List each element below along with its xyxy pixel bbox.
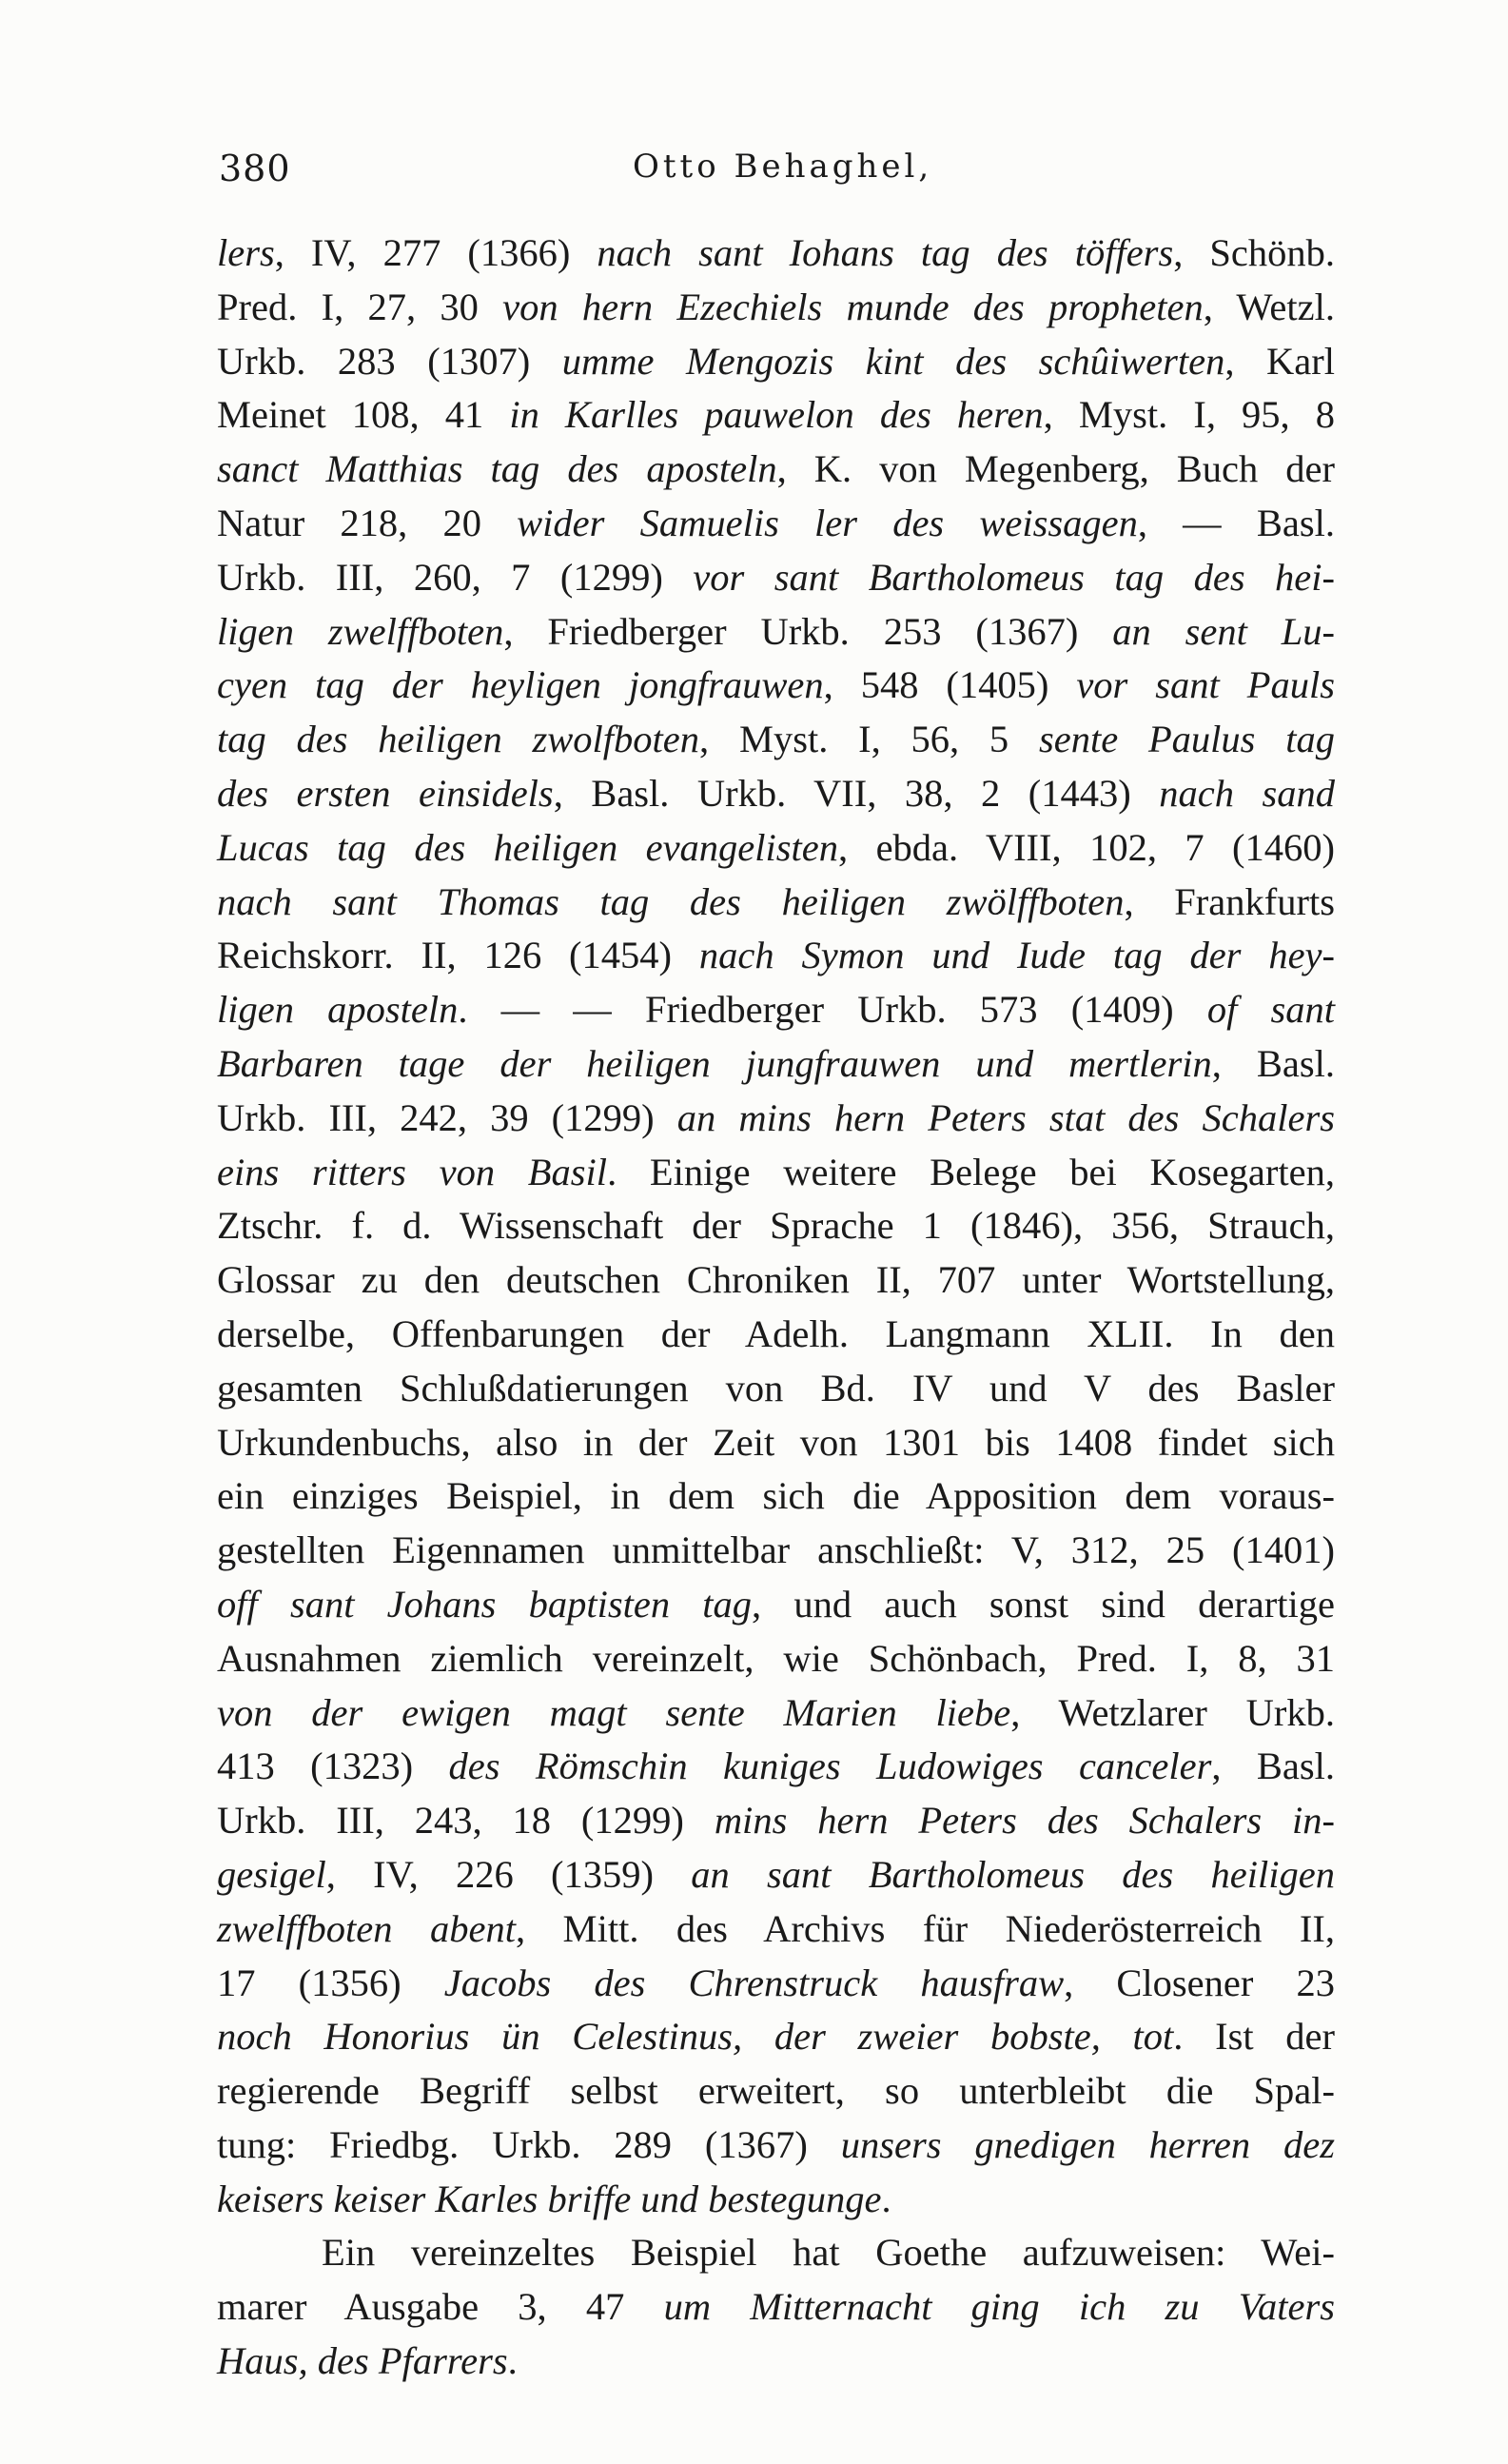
text-segment: , IV, 226 (1359) <box>325 1852 692 1896</box>
italic-citation: sente Paulus tag <box>1038 718 1335 761</box>
text-line <box>217 443 1335 497</box>
text-segment: . Einige weitere Belege bei Kosegarten, <box>607 1150 1335 1193</box>
text-line <box>217 605 1335 660</box>
italic-citation: an mins hern Peters stat des Schalers <box>676 1095 1335 1139</box>
text-line <box>217 1253 1335 1308</box>
text-line <box>217 551 1335 605</box>
text-segment: , Karl <box>1224 339 1335 383</box>
text-line <box>217 1469 1335 1524</box>
text-segment: Urkundenbuchs, also in der Zeit von 1301 bis 1408 findet sich <box>217 1420 1335 1464</box>
italic-citation: des ersten einsidels <box>217 771 554 815</box>
text-segment: 413 (1323) <box>217 1745 449 1788</box>
text-segment: , Frankfurts <box>1124 879 1335 923</box>
text-segment: regierende Begriff selbst erweitert, so unterbleibt die Spal- <box>217 2069 1335 2113</box>
italic-citation: Barbaren tage der heiligen jungfrauwen und mertlerin <box>217 1041 1212 1085</box>
text-line <box>217 2064 1335 2119</box>
text-segment: , Schönb. <box>1173 231 1335 274</box>
italic-citation: gesigel <box>217 1852 326 1896</box>
text-segment: Reichskorr. II, 126 (1454) <box>217 934 699 977</box>
text-line <box>217 2280 1335 2335</box>
italic-citation: in Karlles pauwelon des heren <box>509 393 1044 437</box>
text-segment: Ztschr. f. d. Wissenschaft der Sprache 1 (1846), 356, Strauch, <box>217 1204 1335 1248</box>
text-segment: tung: Friedbg. Urkb. 289 (1367) <box>217 2122 841 2166</box>
italic-citation: an sent Lu- <box>1112 609 1335 653</box>
italic-citation: nach Symon und Iude tag der hey- <box>698 934 1336 977</box>
text-segment: gestellten Eigennamen unmittelbar anschließt: V, 312, 25 (1401) <box>217 1528 1335 1572</box>
text-segment: . Ist der <box>1173 2015 1335 2059</box>
italic-citation: nach sant Iohans tag des töffers <box>597 231 1174 274</box>
text-line <box>217 2173 1335 2227</box>
italic-citation: Haus, des Pfarrers <box>217 2339 508 2383</box>
italic-citation: off sant Johans baptisten tag <box>217 1582 753 1626</box>
text-segment: , Myst. I, 95, 8 <box>1043 393 1335 437</box>
text-segment: Pred. I, 27, 30 <box>217 285 503 328</box>
text-segment: , Closener 23 <box>1064 1961 1335 2004</box>
text-line <box>217 713 1335 767</box>
text-segment: Urkb. III, 242, 39 (1299) <box>217 1095 677 1139</box>
italic-citation: nach sand <box>1159 771 1335 815</box>
italic-citation: unsers gnedigen herren dez <box>840 2122 1335 2166</box>
text-line <box>217 497 1335 551</box>
page-header <box>219 148 1332 195</box>
text-segment: ein einziges Beispiel, in dem sich die Apposition dem voraus- <box>217 1474 1335 1518</box>
italic-citation: von der ewigen magt sente Marien liebe <box>217 1690 1011 1734</box>
text-line <box>217 983 1335 1037</box>
text-segment: Natur 218, 20 <box>217 501 518 544</box>
italic-citation: wider Samuelis ler des weissagen <box>517 501 1138 544</box>
text-line <box>217 929 1335 983</box>
text-segment: , Wetzlarer Urkb. <box>1010 1690 1336 1734</box>
italic-citation: mins hern Peters des Schalers in- <box>714 1799 1335 1843</box>
text-line <box>217 659 1335 713</box>
italic-citation: nach sant Thomas tag des heiligen zwölffboten <box>217 879 1125 923</box>
text-line <box>217 1362 1335 1416</box>
text-segment: . <box>881 2177 891 2220</box>
text-line <box>217 1632 1335 1686</box>
text-segment: , Basl. <box>1211 1745 1335 1788</box>
italic-citation: sanct Matthias tag des aposteln <box>217 447 777 491</box>
text-segment: , Friedberger Urkb. 253 (1367) <box>503 609 1113 653</box>
page-number: 380 <box>219 148 291 189</box>
text-segment: derselbe, Offenbarungen der Adelh. Langmann XLII. In den <box>217 1311 1335 1355</box>
running-head: Otto Behaghel, <box>633 148 933 186</box>
text-line <box>217 1524 1335 1578</box>
text-line <box>217 2335 1335 2389</box>
text-line <box>217 2119 1335 2173</box>
text-line <box>217 1686 1335 1741</box>
text-segment: Meinet 108, 41 <box>217 393 510 437</box>
text-line <box>217 227 1335 281</box>
italic-citation: lers <box>217 231 275 274</box>
text-segment: marer Ausgabe 3, 47 <box>217 2285 664 2329</box>
italic-citation: tag des heiligen zwolfboten <box>217 718 700 761</box>
text-segment: , ebda. VIII, 102, 7 (1460) <box>838 825 1335 869</box>
text-line <box>217 876 1335 930</box>
text-segment: Ausnahmen ziemlich vereinzelt, wie Schönbach, Pred. I, 8, 31 <box>217 1636 1335 1680</box>
text-line <box>217 335 1335 389</box>
text-line <box>217 281 1335 335</box>
italic-citation: eins ritters von Basil <box>217 1150 608 1193</box>
text-segment: gesamten Schlußdatierungen von Bd. IV und V des Basler <box>217 1366 1335 1409</box>
text-line <box>217 1146 1335 1200</box>
text-segment: Urkb. III, 243, 18 (1299) <box>217 1799 715 1843</box>
italic-citation: Jacobs des Chrenstruck hausfraw <box>443 1961 1065 2004</box>
text-segment: . <box>507 2339 518 2383</box>
text-segment: , — Basl. <box>1137 501 1335 544</box>
text-segment: , Myst. I, 56, 5 <box>699 718 1039 761</box>
italic-citation: vor sant Bartholomeus tag des hei- <box>693 555 1335 599</box>
text-segment: , Wetzl. <box>1203 285 1335 328</box>
text-segment: , Mitt. des Archivs für Niederösterreich II, <box>515 1906 1336 1950</box>
text-line <box>217 1902 1335 1957</box>
italic-citation: ligen zwelffboten <box>217 609 504 653</box>
text-segment: , IV, 277 (1366) <box>274 231 597 274</box>
italic-citation: vor sant Pauls <box>1076 663 1335 707</box>
text-segment: , Basl. Urkb. VII, 38, 2 (1443) <box>553 771 1160 815</box>
text-line <box>217 1308 1335 1362</box>
italic-citation: cyen tag der heyligen jongfrauwen <box>217 663 824 707</box>
text-line <box>217 1740 1335 1794</box>
text-line <box>217 2010 1335 2064</box>
text-line <box>217 1848 1335 1902</box>
italic-citation: des Römschin kuniges Ludowiges canceler <box>448 1745 1212 1788</box>
text-line <box>217 2226 1335 2280</box>
italic-citation: Lucas tag des heiligen evangelisten <box>217 825 839 869</box>
text-segment: , K. von Megenberg, Buch der <box>776 447 1335 491</box>
text-segment: Ein vereinzeltes Beispiel hat Goethe aufzuweisen: Wei- <box>322 2231 1335 2275</box>
italic-citation: keisers keiser Karles briffe und bestegunge <box>217 2177 882 2220</box>
text-line <box>217 1037 1335 1092</box>
italic-citation: an sant Bartholomeus des heiligen <box>691 1852 1335 1896</box>
text-segment: , 548 (1405) <box>823 663 1077 707</box>
text-segment: , und auch sonst sind derartige <box>752 1582 1335 1626</box>
text-segment: Glossar zu den deutschen Chroniken II, 707 unter Wortstellung, <box>217 1258 1335 1302</box>
italic-citation: zwelffboten abent <box>217 1906 516 1950</box>
text-line <box>217 1092 1335 1146</box>
text-segment: . — — Friedberger Urkb. 573 (1409) <box>458 988 1207 1032</box>
text-line <box>217 1794 1335 1848</box>
text-line <box>217 1199 1335 1253</box>
text-line <box>217 1416 1335 1470</box>
italic-citation: von hern Ezechiels munde des propheten <box>502 285 1204 328</box>
italic-citation: umme Mengozis kint des schûiwerten <box>561 339 1225 383</box>
text-line <box>217 767 1335 821</box>
text-segment: , Basl. <box>1211 1041 1335 1085</box>
text-line <box>217 821 1335 876</box>
text-line <box>217 1957 1335 2011</box>
text-line <box>217 1578 1335 1632</box>
italic-citation: noch Honorius ün Celestinus, der zweier bobste, tot <box>217 2015 1174 2059</box>
text-line <box>217 388 1335 443</box>
italic-citation: um Mitternacht ging ich zu Vaters <box>663 2285 1336 2329</box>
italic-citation: of sant <box>1206 988 1335 1032</box>
text-segment: Urkb. 283 (1307) <box>217 339 562 383</box>
text-segment: Urkb. III, 260, 7 (1299) <box>217 555 694 599</box>
text-segment: 17 (1356) <box>217 1961 444 2004</box>
body-text <box>217 227 1335 2389</box>
italic-citation: ligen aposteln <box>217 988 459 1032</box>
